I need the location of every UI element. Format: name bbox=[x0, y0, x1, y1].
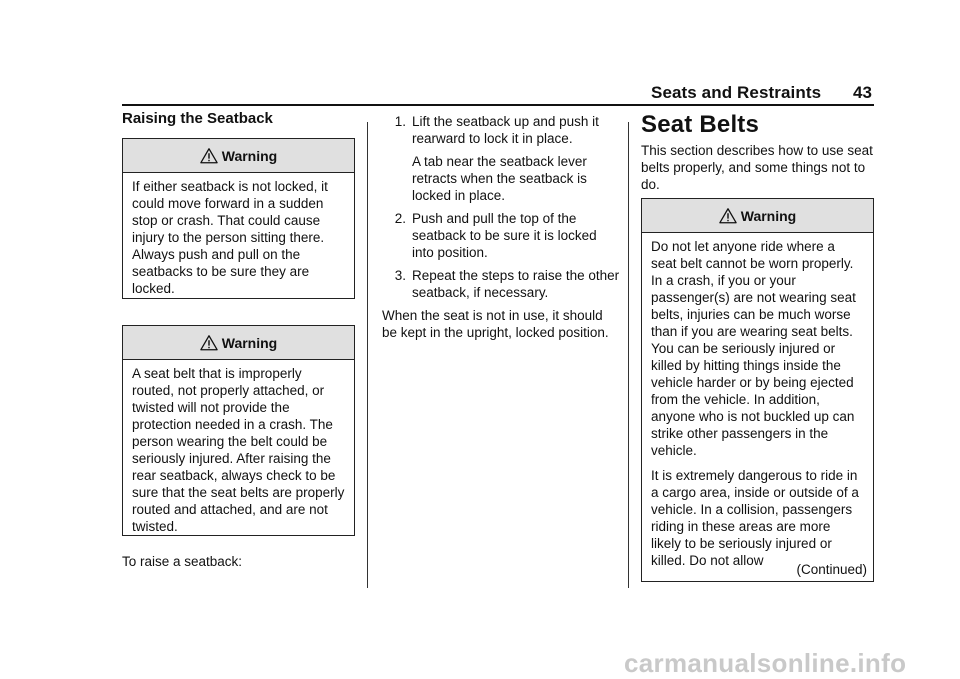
seat-belts-intro: This section describes how to use seat belts properly, and some things not to do. bbox=[641, 143, 873, 192]
column-divider-right bbox=[628, 122, 629, 588]
warning-text: If either seatback is not locked, it could move forward in a sudden stop or crash. That could cause injury to the person sitting there. Always push and pull on the seatbacks to be sure they are locked. bbox=[132, 179, 328, 296]
step-number: 3. bbox=[394, 268, 406, 283]
list-item bbox=[382, 210, 620, 261]
column-divider-left bbox=[367, 122, 368, 588]
warning-text: It is extremely dangerous to ride in a cargo area, inside or outside of a vehicle. In a collision, passengers riding in these areas are more likely to be seriously injured or killed. Do not allow bbox=[651, 468, 859, 568]
step-number: 2. bbox=[394, 211, 406, 226]
warning-label: Warning bbox=[740, 207, 797, 224]
warning-triangle-icon bbox=[200, 334, 218, 351]
warning-text: A seat belt that is improperly routed, not properly attached, or twisted will not provide the protection needed in a crash. The person wearing the belt could be seriously injured. After raising the rear seatback, always check to be sure that the seat belts are properly routed and attached, and are not twisted. bbox=[132, 366, 345, 534]
continued-label: (Continued) bbox=[796, 562, 867, 577]
warning-box-seat-belts bbox=[641, 198, 874, 582]
warning-header bbox=[123, 326, 354, 360]
warning-box-seat-belt-routing bbox=[122, 325, 355, 536]
step-text: Lift the seatback up and push it rearward to lock it in place. bbox=[412, 114, 599, 146]
warning-triangle-icon bbox=[200, 147, 218, 164]
page-number: 43 bbox=[853, 83, 872, 102]
raise-steps-list bbox=[382, 113, 620, 341]
step-number: 1. bbox=[394, 114, 406, 129]
warning-label: Warning bbox=[221, 147, 278, 164]
warning-text: Do not let anyone ride where a seat belt cannot be worn properly. In a crash, if you or your passenger(s) are not wearing seat belts, injuries can be much worse than if you are wearing seat belts. You can be seriously injured or killed by hitting things inside the vehicle harder or by being ejected from the vehicle. In addition, anyone who is not buckled up can strike other passengers in the vehicle. bbox=[651, 239, 856, 458]
warning-triangle-icon bbox=[719, 207, 737, 224]
list-item bbox=[382, 113, 620, 204]
warning-label: Warning bbox=[221, 334, 278, 351]
running-header-title: Seats and Restraints bbox=[651, 83, 822, 102]
raising-seatback-heading: Raising the Seatback bbox=[122, 110, 273, 127]
seat-belts-heading: Seat Belts bbox=[641, 111, 760, 138]
watermark: carmanualsonline.info bbox=[624, 648, 907, 678]
warning-box-seatback-lock bbox=[122, 138, 355, 299]
step-text: Push and pull the top of the seatback to be sure it is locked into position. bbox=[412, 211, 597, 260]
step-text: Repeat the steps to raise the other seatback, if necessary. bbox=[412, 268, 620, 300]
header-rule bbox=[122, 104, 874, 106]
seat-not-in-use-text: When the seat is not in use, it should be kept in the upright, locked position. bbox=[382, 308, 609, 340]
step-note: A tab near the seatback lever retracts when the seatback is locked in place. bbox=[412, 154, 587, 203]
warning-header bbox=[123, 139, 354, 173]
warning-header bbox=[642, 199, 873, 233]
raise-seatback-intro: To raise a seatback: bbox=[122, 554, 243, 569]
list-item bbox=[382, 267, 620, 301]
